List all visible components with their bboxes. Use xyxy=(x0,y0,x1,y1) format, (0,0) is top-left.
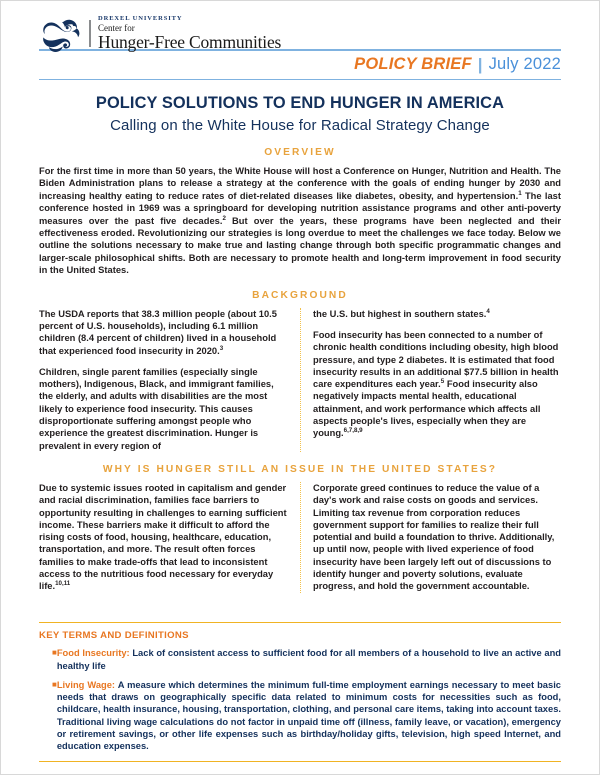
why-hunger-left-column xyxy=(39,482,287,593)
background-right-paragraph-1 xyxy=(313,308,561,320)
footnote-ref-5: 5 xyxy=(440,378,445,386)
logo-center-name: Hunger-Free Communities xyxy=(98,32,282,52)
key-term-label: Food Insecurity: xyxy=(56,648,130,659)
logo-wordmark xyxy=(98,16,281,52)
why-hunger-left-paragraph xyxy=(39,482,287,593)
footnote-ref-3: 3 xyxy=(219,344,224,352)
background-left-paragraph-2: Children, single parent families (especially single mothers), Indigenous, Black, and immigrant families, the elderly, and adults with disabilities are the most likely to experience food insecurity. This causes disproportionate suffering amongst people who experience the greatest discrimination. Hunger is prevalent in every region of xyxy=(39,366,274,451)
header-rule-bottom xyxy=(39,79,561,81)
background-right-paragraph-2 xyxy=(313,329,561,440)
overview-text-1: For the first time in more than 50 years, the White House will host a Conference on Hunger, Nutrition and Health. The Biden Administration plans to release a strategy at the conference with the goals of ending hunger by 2030 and increasing healthy eating to reduce rates of diet-related diseases like diabetes, obesity, and hypertension. xyxy=(39,166,561,201)
logo-university-name: DREXEL UNIVERSITY xyxy=(98,14,183,22)
key-term-definition xyxy=(57,679,561,753)
bullet-icon: ■ xyxy=(52,679,57,689)
section-heading-overview: OVERVIEW xyxy=(264,147,336,158)
key-terms-list xyxy=(39,647,561,752)
policy-brief-label: POLICY BRIEF xyxy=(354,55,472,73)
footnote-ref-1011: 10,11 xyxy=(55,580,71,588)
key-terms-rule-bottom xyxy=(39,761,561,762)
logo-center-prefix: Center for xyxy=(98,23,135,33)
overview-text-2: The last conference hosted in 1969 was a springboard for developing nutrition assistance programs and other anti-poverty measures over the past five decades. xyxy=(39,190,561,226)
background-right-column xyxy=(313,308,561,452)
overview-paragraph xyxy=(39,165,561,277)
background-column-divider xyxy=(287,308,313,452)
list-item xyxy=(39,647,561,672)
logo-divider xyxy=(89,20,91,47)
key-term-definition xyxy=(57,647,561,672)
key-terms-rule-top xyxy=(39,622,561,623)
background-right-text-1: the U.S. but highest in southern states. xyxy=(313,308,487,319)
key-terms-box xyxy=(39,622,561,762)
section-heading-background: BACKGROUND xyxy=(252,289,348,301)
background-left-column xyxy=(39,308,287,452)
background-left-text-1: The USDA reports that 38.3 million people (about 10.5 percent of U.S. households), including 6.1 million children (8.4 percent of children) lived in a household that experienced food insecurity in 2020. xyxy=(39,308,277,356)
page-subtitle: Calling on the White House for Radical Strategy Change xyxy=(110,117,490,134)
page-title: POLICY SOLUTIONS TO END HUNGER IN AMERICA xyxy=(95,94,505,112)
footnote-ref-6789: 6,7,8,9 xyxy=(343,427,363,435)
why-hunger-column-divider xyxy=(287,482,313,593)
why-hunger-right-paragraph: Corporate greed continues to reduce the value of a day's work and raise costs on goods and services. Limiting tax revenue from corporation reduces government support for families to realize their full potential and build a foundation to thrive. Additionally, up until now, people with lived experience of food insecurity have been largely left out of discussions to identify hunger and poverty solutions, evaluate progress, and hold the government accountable. xyxy=(313,482,555,592)
drexel-dragon-icon xyxy=(39,15,85,53)
why-hunger-right-column xyxy=(313,482,561,593)
why-hunger-columns xyxy=(39,482,561,593)
bullet-icon: ■ xyxy=(52,648,57,658)
publication-date: July 2022 xyxy=(488,55,561,73)
key-term-text: Lack of consistent access to sufficient food for all members of a household to live an active and healthy life xyxy=(56,648,561,671)
background-left-paragraph-1 xyxy=(39,308,287,357)
overview-text-3: But over the years, these programs have been neglected and their effectiveness eroded. Revolutionizing our strategies is long overdue to meet the challenges we face today. Below we outline the solutions necessary to make true and lasting change through both specific programmatic changes and larger-scale philosophical shifts. Both are necessary to promote health and long-term improvement in food security in the United States. xyxy=(39,215,561,276)
list-item xyxy=(39,679,561,753)
footnote-ref-1: 1 xyxy=(518,189,522,197)
key-term-label: Living Wage: xyxy=(56,679,116,690)
organization-logo xyxy=(39,1,561,52)
background-right-text-2b: Food insecurity also negatively impacts mental health, educational attainment, and work performance which affects all aspects people's lives, especially when they are young. xyxy=(313,379,541,439)
background-columns xyxy=(39,308,561,452)
background-right-text-2a: Food insecurity has been connected to a number of chronic health conditions including obesity, high blood pressure, and type 2 diabetes. It is estimated that food insecurity results in an additional $77.5 billion in health care expenditures each year. xyxy=(313,329,559,390)
footnote-ref-2: 2 xyxy=(222,214,226,222)
why-hunger-left-text: Due to systemic issues rooted in capitalism and gender and racial discrimination, families face barriers to opportunity resulting in challenges to earning sufficient income. These barriers make it difficult to afford the rising costs of food, housing, healthcare, education, transportation, and more. The result often forces families to make trade-offs that lead to inconsistent access to the nutritious food necessary for everyday life. xyxy=(39,482,287,592)
key-terms-heading: KEY TERMS AND DEFINITIONS xyxy=(39,630,189,642)
footnote-ref-4: 4 xyxy=(486,307,490,315)
policy-brief-band xyxy=(39,51,561,79)
brief-separator: | xyxy=(477,54,483,74)
key-term-text: A measure which determines the minimum full-time employment earnings necessary to meet basic needs that draws on geographically specific data related to minimum costs for necessities such as food, childcare, health insurance, housing, transportation, clothing, and personal care items, taking into account taxes. Traditional living wage calculations do not factor in unpaid time off (illness, family leave, or vacation), emergency or retirement savings, or other life expenses such as birthday/holiday gifts, television, high speed Internet, and education expenses. xyxy=(56,679,561,752)
section-heading-why-hunger: WHY IS HUNGER STILL AN ISSUE IN THE UNITED STATES? xyxy=(102,463,498,475)
